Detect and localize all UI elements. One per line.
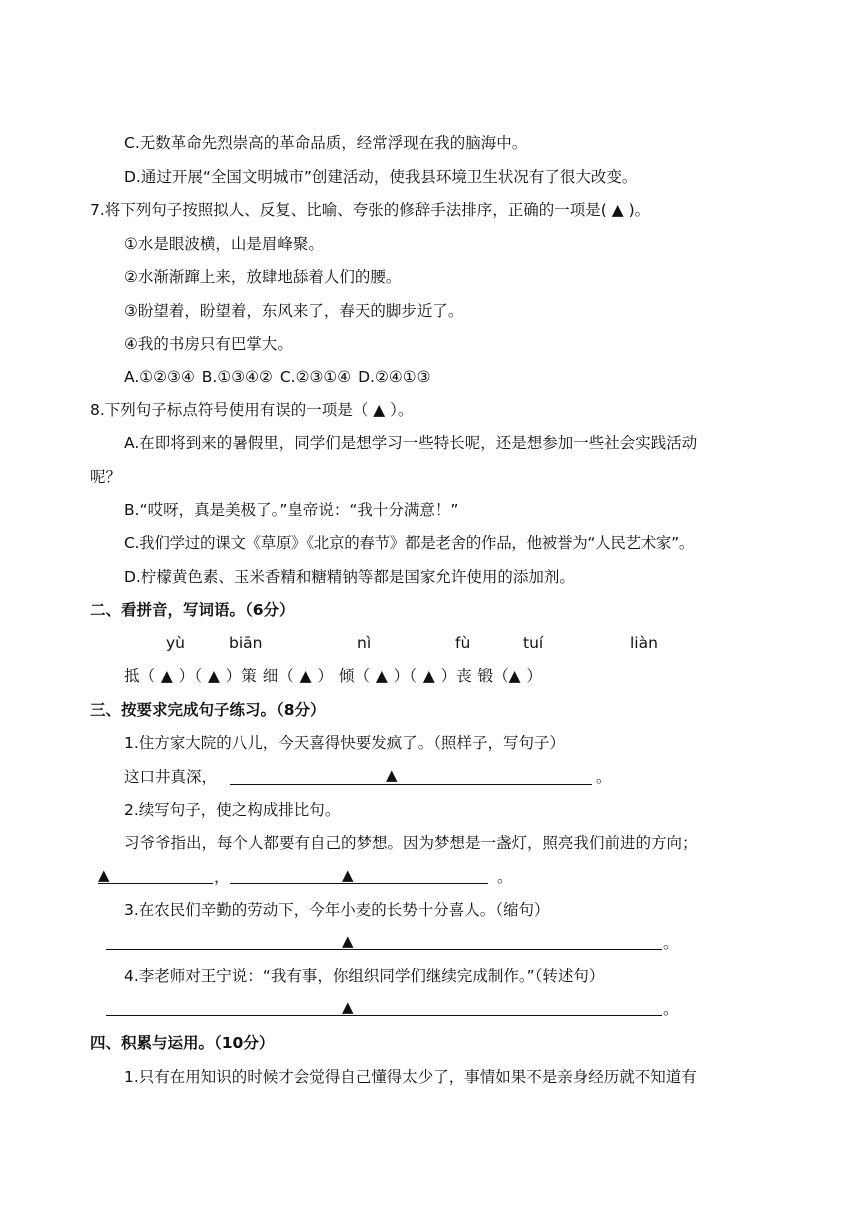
q8-stem: 8.下列句子标点符号使用有误的一项是（ ▲ ）。	[90, 401, 414, 419]
pinyin-word-blanks[interactable]: 抵（ ▲ ）（ ▲ ）策 细（ ▲ ） 倾（ ▲ ）（ ▲ ）丧 锻（▲ ）	[124, 667, 543, 685]
s3-q1-period: 。	[596, 768, 612, 786]
pinyin-lian: liàn	[630, 634, 658, 652]
s3-q1-prefix: 这口井真深，	[124, 768, 218, 786]
s3-q2-marker-2: ▲	[342, 866, 354, 884]
section-2-heading: 二、看拼音，写词语。（6分）	[90, 601, 295, 619]
s3-q1-stem: 1.住方家大院的八儿，今天喜得快要发疯了。（照样子，写句子）	[124, 734, 566, 752]
s3-q1-marker: ▲	[386, 766, 398, 784]
q7-options: A.①②③④ B.①③④② C.②③①④ D.②④①③	[124, 368, 431, 386]
s4-q1-text: 1.只有在用知识的时候才会觉得自己懂得太少了，事情如果不是亲身经历就不知道有	[124, 1068, 697, 1086]
s3-q3-marker: ▲	[342, 932, 354, 950]
s3-q3-stem: 3.在农民们辛勤的劳动下，今年小麦的长势十分喜人。（缩句）	[124, 901, 550, 919]
q8-option-c: C.我们学过的课文《草原》《北京的春节》都是老舍的作品，他被誉为“人民艺术家”。	[124, 534, 695, 552]
q7-sentence-2: ②水渐渐蹿上来，放肆地舔着人们的腰。	[124, 268, 402, 286]
s3-q1-answer-line[interactable]	[230, 784, 592, 785]
pinyin-tui: tuí	[523, 634, 544, 652]
s3-q4-answer-line[interactable]	[106, 1015, 662, 1016]
q6-option-c: C.无数革命先烈崇高的革命品质，经常浮现在我的脑海中。	[124, 134, 528, 152]
q8-option-a-line2: 呢？	[90, 468, 122, 486]
q7-sentence-1: ①水是眼波横，山是眉峰聚。	[124, 235, 324, 253]
s3-q2-text: 习爷爷指出，每个人都要有自己的梦想。因为梦想是一盏灯，照亮我们前进的方向；	[124, 834, 698, 852]
q7-stem: 7.将下列句子按照拟人、反复、比喻、夸张的修辞手法排序，正确的一项是( ▲ )。	[90, 201, 651, 219]
s3-q2-answer-line-1[interactable]	[98, 883, 213, 884]
s3-q3-answer-line[interactable]	[106, 949, 662, 950]
section-3-heading: 三、按要求完成句子练习。（8分）	[90, 701, 326, 719]
section-4-heading: 四、积累与运用。（10分）	[90, 1034, 275, 1052]
q8-option-b: B.“哎呀，真是美极了。”皇帝说：“我十分满意！”	[124, 501, 459, 519]
s3-q2-marker-1: ▲	[98, 866, 110, 884]
s3-q3-period: 。	[663, 934, 679, 952]
s3-q2-comma: ，	[214, 868, 230, 886]
pinyin-ni: nì	[357, 634, 372, 652]
pinyin-fu: fù	[455, 634, 471, 652]
s3-q2-period: 。	[497, 868, 513, 886]
q6-option-d: D.通过开展“全国文明城市”创建活动，使我县环境卫生状况有了很大改变。	[124, 168, 638, 186]
s3-q4-stem: 4.李老师对王宁说：“我有事，你组织同学们继续完成制作。”（转述句）	[124, 967, 605, 985]
q7-sentence-4: ④我的书房只有巴掌大。	[124, 335, 293, 353]
pinyin-bian: biān	[229, 634, 263, 652]
q8-option-d: D.柠檬黄色素、玉米香精和糖精钠等都是国家允许使用的添加剂。	[124, 568, 575, 586]
s3-q4-period: 。	[663, 1000, 679, 1018]
q7-sentence-3: ③盼望着，盼望着，东风来了，春天的脚步近了。	[124, 302, 464, 320]
pinyin-yu: yù	[166, 634, 185, 652]
s3-q2-stem: 2.续写句子，使之构成排比句。	[124, 801, 341, 819]
s3-q4-marker: ▲	[342, 998, 354, 1016]
s3-q2-answer-line-2[interactable]	[230, 883, 488, 884]
q8-option-a-line1: A.在即将到来的暑假里，同学们是想学习一些特长呢，还是想参加一些社会实践活动	[124, 434, 698, 452]
